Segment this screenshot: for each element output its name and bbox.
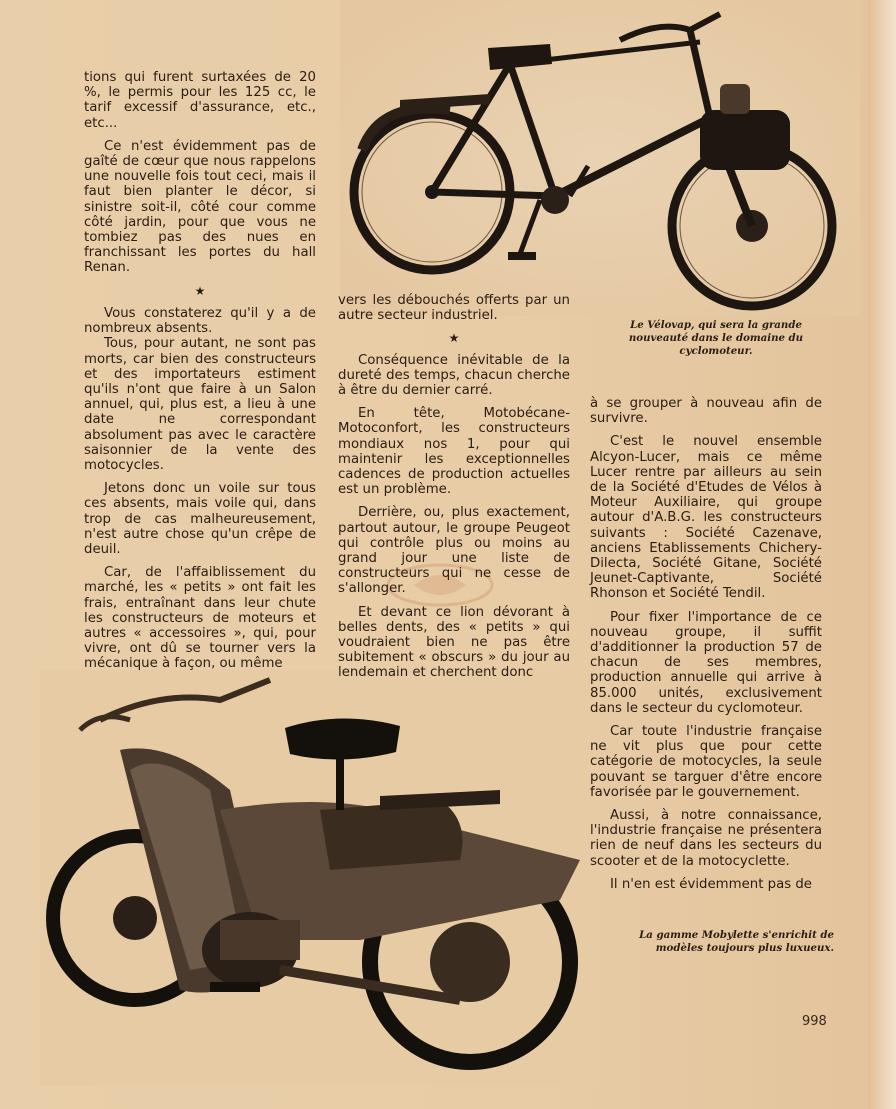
paragraph: Aussi, à notre connaissance, l'industrie française ne présentera rien de neuf dans les secteurs du scooter et de la motocyclette. bbox=[590, 808, 822, 869]
text-column-2 bbox=[338, 293, 570, 689]
paragraph: Vous constaterez qu'il y a de nombreux absents. bbox=[84, 306, 316, 337]
paragraph: vers les débouchés offerts par un autre secteur industriel. bbox=[338, 293, 570, 324]
text-column-3 bbox=[590, 396, 822, 900]
paragraph: Il n'en est évidemment pas de bbox=[610, 876, 812, 892]
text-column-1-bottom bbox=[84, 306, 316, 680]
paragraph: Car, de l'affaiblissement du marché, les « petits » ont fait les frais, entraînant dans leur chute les constructeurs de moteurs et autres « accessoires », qui, pour vivre, ont dû se tourner vers la mécanique à façon, ou même bbox=[84, 565, 316, 672]
paragraph: tions qui furent surtaxées de 20 %, le permis pour les 125 cc, le tarif excessif d'assurance, etc., etc... bbox=[84, 70, 316, 131]
velovap-caption: Le Vélovap, qui sera la grande nouveauté dans le domaine du cyclomoteur. bbox=[628, 319, 804, 357]
paragraph: Pour fixer l'importance de ce nouveau groupe, il suffit d'additionner la production 57 de chacun de ses membres, production annuelle qui arrive à 85.000 unités, exclusivement dans le secteur du cyclomoteur. bbox=[590, 609, 822, 716]
paragraph: Derrière, ou, plus exactement, partout autour, le groupe Peugeot qui contrôle plus ou moins au grand jour une liste de constructeurs qui ne cesse de s'allonger. bbox=[338, 505, 570, 597]
paragraph: Et devant ce lion dévorant à belles dents, des « petits » qui voudraient bien ne pas être subitement « obscurs » du jour au lendemain et cherchent donc bbox=[338, 604, 570, 681]
text-column-1-top bbox=[84, 70, 316, 305]
paragraph: Jetons donc un voile sur tous ces absents, mais voile qui, dans trop de cas malheureusement, n'est autre chose qu'un crêpe de deuil. bbox=[84, 481, 316, 558]
section-divider-star: ★ bbox=[194, 283, 206, 298]
paragraph: C'est le nouvel ensemble Alcyon-Lucer, mais ce même Lucer rentre par ailleurs au sein de la Société d'Etudes de Vélos à Moteur Auxiliaire, qui groupe autour d'A.B.G. les constructeurs suivants : Société Cazenave, anciens Etablissements Chichery-Dilecta, Société Gitane, Société Jeunet-Captivante, Société Rhonson et Société Tendil. bbox=[590, 434, 822, 602]
velovap-bicycle-photo bbox=[340, 0, 860, 316]
mobylette-caption: La gamme Mobylette s'enrichit de modèles toujours plus luxueux. bbox=[639, 929, 834, 954]
torn-page-edge bbox=[868, 0, 896, 1109]
mobylette-moped-photo bbox=[40, 670, 600, 1085]
paragraph: Tous, pour autant, ne sont pas morts, car bien des constructeurs et des importateurs estiment qu'ils n'ont que faire à un Salon annuel, qui, plus est, a lieu à une date ne correspondant absolument pas avec le caractère saisonnier de la vente des motocycles. bbox=[84, 336, 316, 474]
engine-unit bbox=[700, 110, 790, 170]
page-number: 998 bbox=[802, 1014, 827, 1029]
paragraph: Conséquence inévitable de la dureté des temps, chacun cherche à être du dernier carré. bbox=[338, 352, 570, 399]
moped-saddle bbox=[285, 718, 400, 759]
paragraph: Car toute l'industrie française ne vit plus que pour cette catégorie de motocycles, la seule pouvant se targuer d'être encore favorisée par le gouvernement. bbox=[590, 724, 822, 800]
section-divider-star: ★ bbox=[448, 331, 460, 346]
paragraph: Ce n'est évidemment pas de gaîté de cœur que nous rappelons une nouvelle fois tout ceci, mais il faut bien planter le décor, si sinistre soit-il, côté cour comme côté jardin, pour que vous ne tombiez pas des nues en franchissant les portes du hall Renan. bbox=[84, 138, 316, 276]
paragraph: En tête, Motobécane-Motoconfort, les constructeurs mondiaux nos 1, pour qui maintenir les exceptionnelles cadences de production actuelles est un problème. bbox=[338, 406, 570, 498]
paragraph: à se grouper à nouveau afin de survivre. bbox=[590, 396, 822, 427]
